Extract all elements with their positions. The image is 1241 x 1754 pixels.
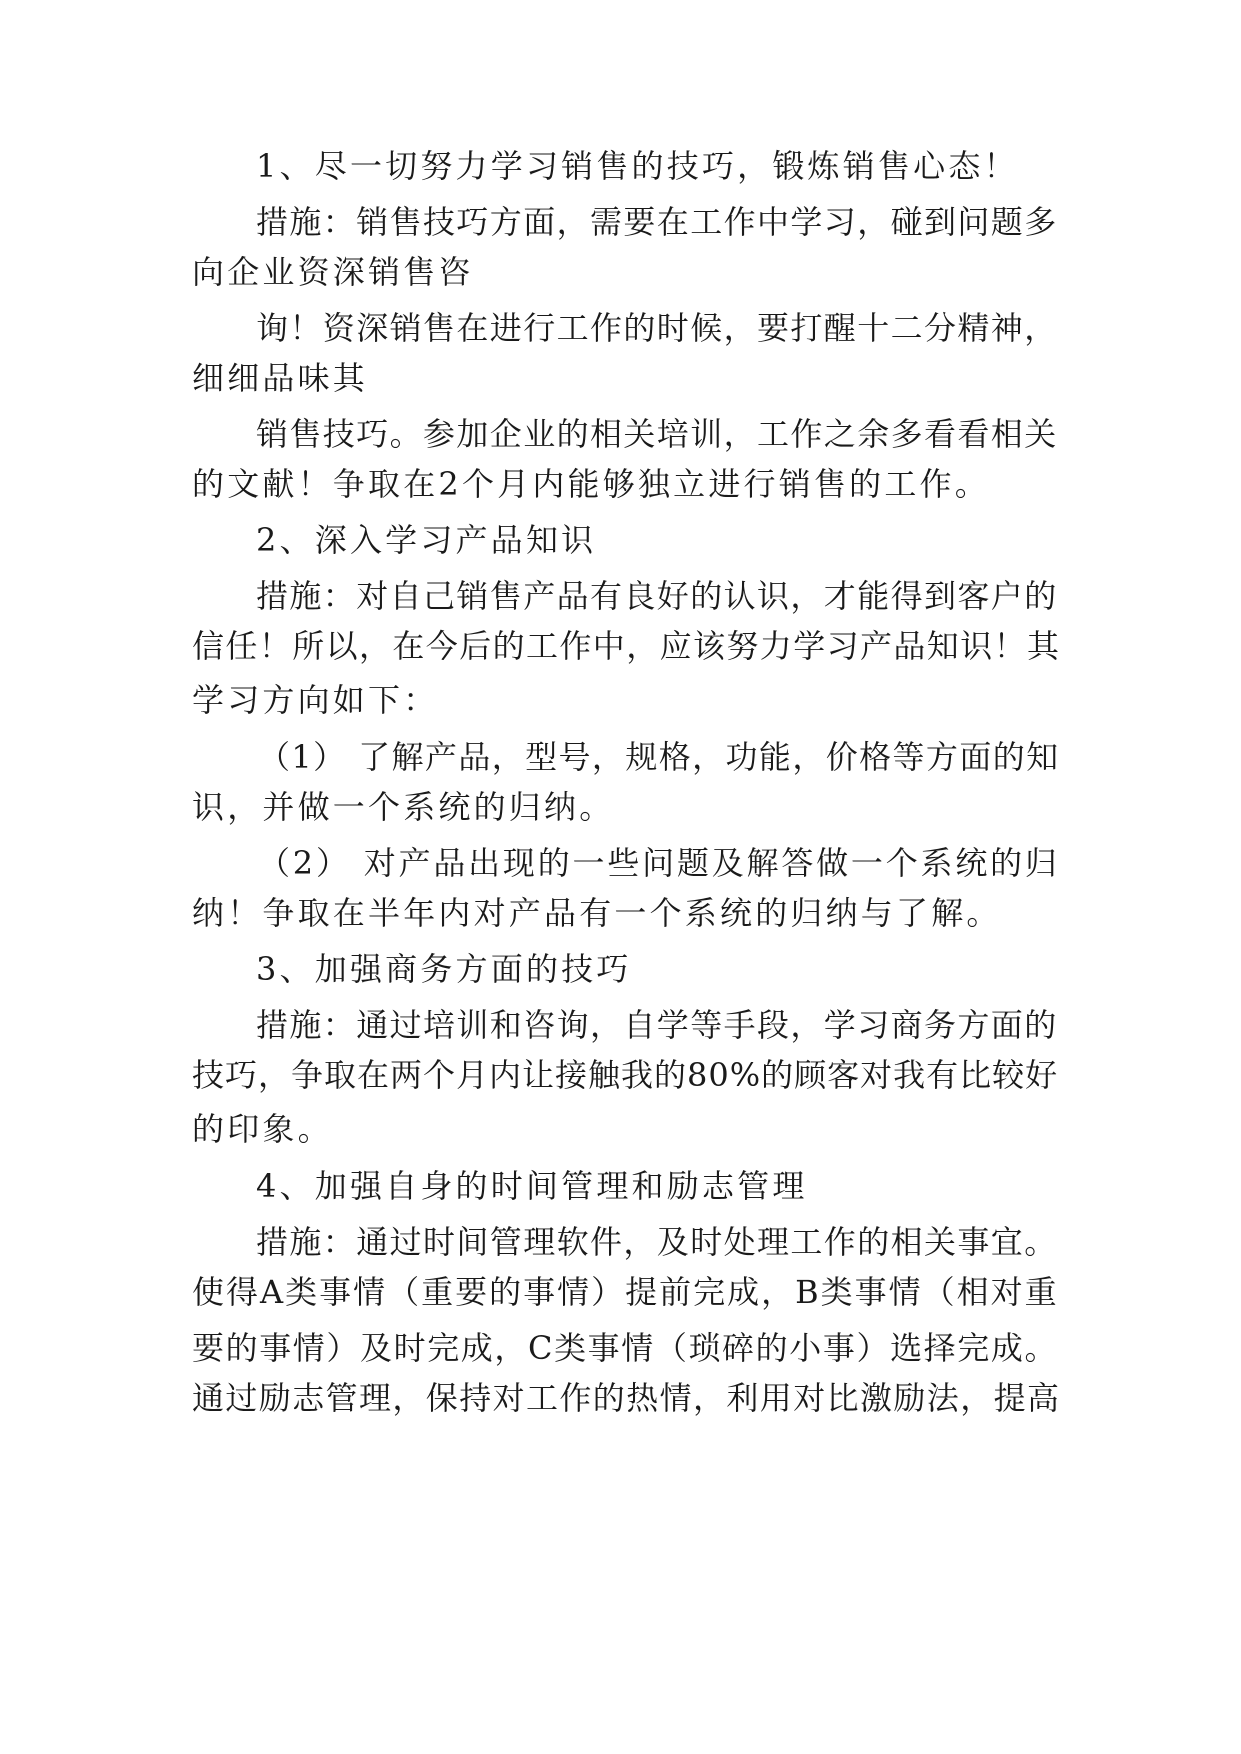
text-line: 通过励志管理，保持对工作的热情，利用对比激励法，提高 bbox=[192, 1379, 1061, 1417]
text-line: 向企业资深销售咨 bbox=[192, 253, 474, 291]
text-line: 要的事情）及时完成，C类事情（琐碎的小事）选择完成。 bbox=[192, 1329, 1059, 1367]
text-line: 技巧，争取在两个月内让接触我的80%的顾客对我有比较好 bbox=[192, 1056, 1059, 1094]
text-line: 的文献！争取在2个月内能够独立进行销售的工作。 bbox=[192, 465, 990, 503]
text-line: 信任！所以，在今后的工作中，应该努力学习产品知识！其 bbox=[192, 627, 1061, 665]
text-line: 细细品味其 bbox=[192, 359, 369, 397]
text-line: 1、尽一切努力学习销售的技巧，锻炼销售心态！ bbox=[256, 147, 1019, 185]
text-line: （1） 了解产品，型号，规格，功能，价格等方面的知 bbox=[258, 738, 1060, 776]
text-line: 3、加强商务方面的技巧 bbox=[256, 950, 632, 988]
text-line: 措施：通过时间管理软件，及时处理工作的相关事宜。 bbox=[256, 1223, 1058, 1261]
text-line: 学习方向如下： bbox=[192, 681, 439, 719]
text-line: 询！资深销售在进行工作的时候，要打醒十二分精神， bbox=[256, 309, 1058, 347]
text-line: 2、深入学习产品知识 bbox=[256, 521, 597, 559]
text-line: 措施：对自己销售产品有良好的认识，才能得到客户的 bbox=[256, 577, 1058, 615]
text-line: 4、加强自身的时间管理和励志管理 bbox=[256, 1167, 808, 1205]
text-line: 措施：销售技巧方面，需要在工作中学习，碰到问题多 bbox=[256, 203, 1058, 241]
text-line: 措施：通过培训和咨询，自学等手段，学习商务方面的 bbox=[256, 1006, 1058, 1044]
text-line: 的印象。 bbox=[192, 1110, 333, 1148]
text-line: 使得A类事情（重要的事情）提前完成，B类事情（相对重 bbox=[192, 1273, 1059, 1311]
text-line: 销售技巧。参加企业的相关培训，工作之余多看看相关 bbox=[256, 415, 1058, 453]
text-line: 纳！争取在半年内对产品有一个系统的归纳与了解。 bbox=[192, 894, 1002, 932]
text-line: 识，并做一个系统的归纳。 bbox=[192, 788, 615, 826]
text-line: （2） 对产品出现的一些问题及解答做一个系统的归 bbox=[258, 844, 1060, 882]
